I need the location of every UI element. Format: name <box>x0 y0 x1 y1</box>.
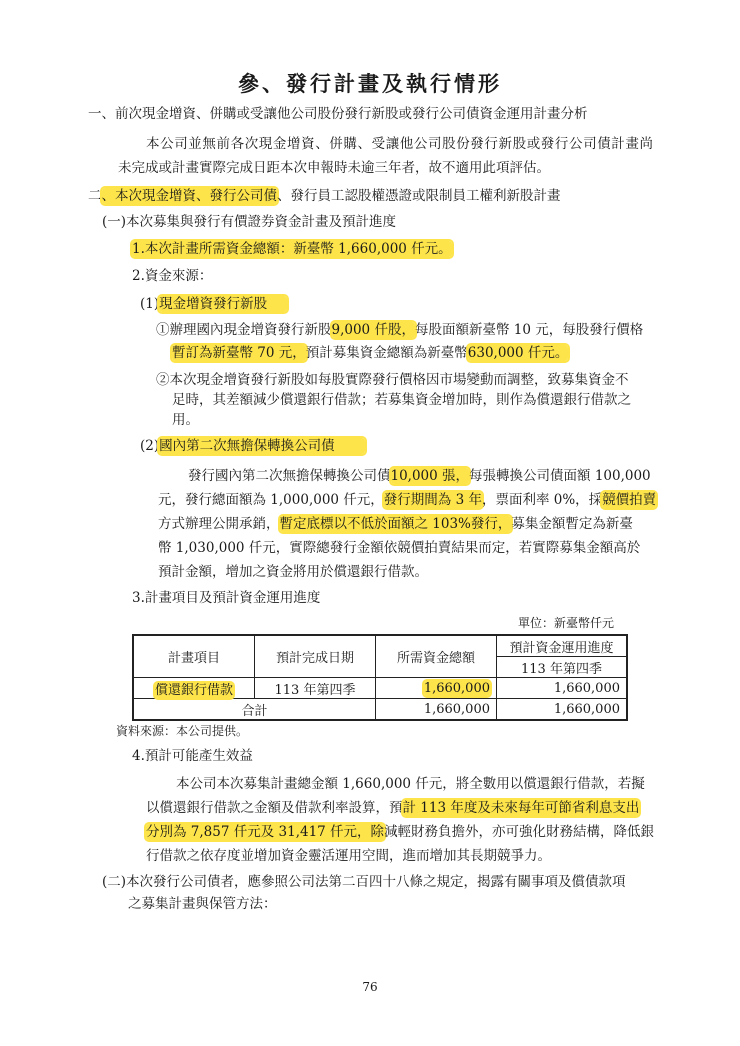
source-1-heading: (1)現金增資發行新股 <box>140 294 287 314</box>
source-2-line1: 發行國內第二次無擔保轉換公司債10,000 張，每張轉換公司債面額 100,000 <box>188 468 651 484</box>
header-date: 預計完成日期 <box>255 635 376 678</box>
source-2-line3: 方式辦理公開承銷，暫定底標以不低於面額之 103%發行，募集金額暫定為新臺 <box>158 516 633 532</box>
section1-heading: 一、前次現金增資、併購或受讓他公司股份發行新股或發行公司債資金運用計畫分析 <box>88 106 588 122</box>
item-2: 2.資金來源： <box>132 268 213 284</box>
benefit-line2: 以償還銀行借款之金額及借款利率設算，預計 113 年度及未來每年可節省利息支出 <box>146 800 640 816</box>
source-1-para1-line1: ①辦理國內現金增資發行新股9,000 仟股，每股面額新臺幣 10 元，每股發行價格 <box>156 322 644 338</box>
item-1: 1.本次計畫所需資金總額：新臺幣 1,660,000 仟元。 <box>132 241 452 257</box>
source-2-heading: (2)國內第二次無擔保轉換公司債 <box>140 436 365 456</box>
header-progress: 預計資金運用進度 <box>497 635 628 657</box>
source-2-line4: 幣 1,030,000 仟元，實際總發行金額依競價拍賣結果而定，若實際募集金額高於 <box>158 540 641 556</box>
table-source-note: 資料來源：本公司提供。 <box>116 724 249 738</box>
section1-body-line1: 本公司並無前各次現金增資、併購、受讓他公司股份發行新股或發行公司債計畫尚 <box>146 136 654 152</box>
plan-table <box>132 634 628 721</box>
source-2-line5: 預計金額，增加之資金將用於償還銀行借款。 <box>158 564 428 580</box>
benefit-line3: 分別為 7,857 仟元及 31,417 仟元，除減輕財務負擔外，亦可強化財務結構，降低銀 <box>146 824 655 840</box>
benefit-line1: 本公司本次募集計畫總金額 1,660,000 仟元，將全數用以償還銀行借款，若擬 <box>176 776 645 792</box>
highlight: 、本次現金增資、發行公司債 <box>101 188 277 204</box>
source-1-para2-line2: 足時，其差額減少償還銀行借款；若募集資金增加時，則作為償還銀行借款之 <box>172 392 631 408</box>
header-quarter: 113 年第四季 <box>497 657 628 678</box>
page-title: 參、發行計畫及執行情形 <box>238 71 502 96</box>
page-number: 76 <box>362 980 378 994</box>
table-total-row: 合計 1,660,000 1,660,000 <box>133 699 627 721</box>
header-total: 所需資金總額 <box>376 635 497 678</box>
section2-heading: 二、本次現金增資、發行公司債、發行員工認股權憑證或限制員工權利新股計畫 <box>88 188 561 204</box>
subsection-2-line1: (二)本次發行公司債者，應參照公司法第二百四十八條之規定，揭露有關事項及償債款項 <box>102 874 626 890</box>
unit-label: 單位：新臺幣仟元 <box>518 616 615 630</box>
section1-body-line2: 未完成或計畫實際完成日距本次申報時未逾三年者，故不適用此項評估。 <box>118 160 550 176</box>
source-1-para2-line1: ②本次現金增資發行新股如每股實際發行價格因市場變動而調整，致募集資金不 <box>156 372 629 388</box>
source-2-line2: 元，發行總面額為 1,000,000 仟元，發行期間為 3 年，票面利率 0%，採競價拍賣 <box>158 492 657 508</box>
item-3: 3.計畫項目及預計資金運用進度 <box>132 590 321 606</box>
item-4: 4.預計可能產生效益 <box>132 748 253 764</box>
table-row: 償還銀行借款 113 年第四季 1,660,000 1,660,000 <box>133 678 627 699</box>
source-1-para1-line2: 暫訂為新臺幣 70 元，預計募集資金總額為新臺幣630,000 仟元。 <box>172 345 569 361</box>
source-1-para2-line3: 用。 <box>172 412 199 428</box>
subsection-2-line2: 之募集計畫與保管方法： <box>128 896 277 912</box>
benefit-line4: 行借款之依存度並增加資金靈活運用空間，進而增加其長期競爭力。 <box>146 848 551 864</box>
header-item: 計畫項目 <box>133 635 255 678</box>
subsection-1-heading: (一)本次募集與發行有價證券資金計畫及預計進度 <box>102 214 397 230</box>
